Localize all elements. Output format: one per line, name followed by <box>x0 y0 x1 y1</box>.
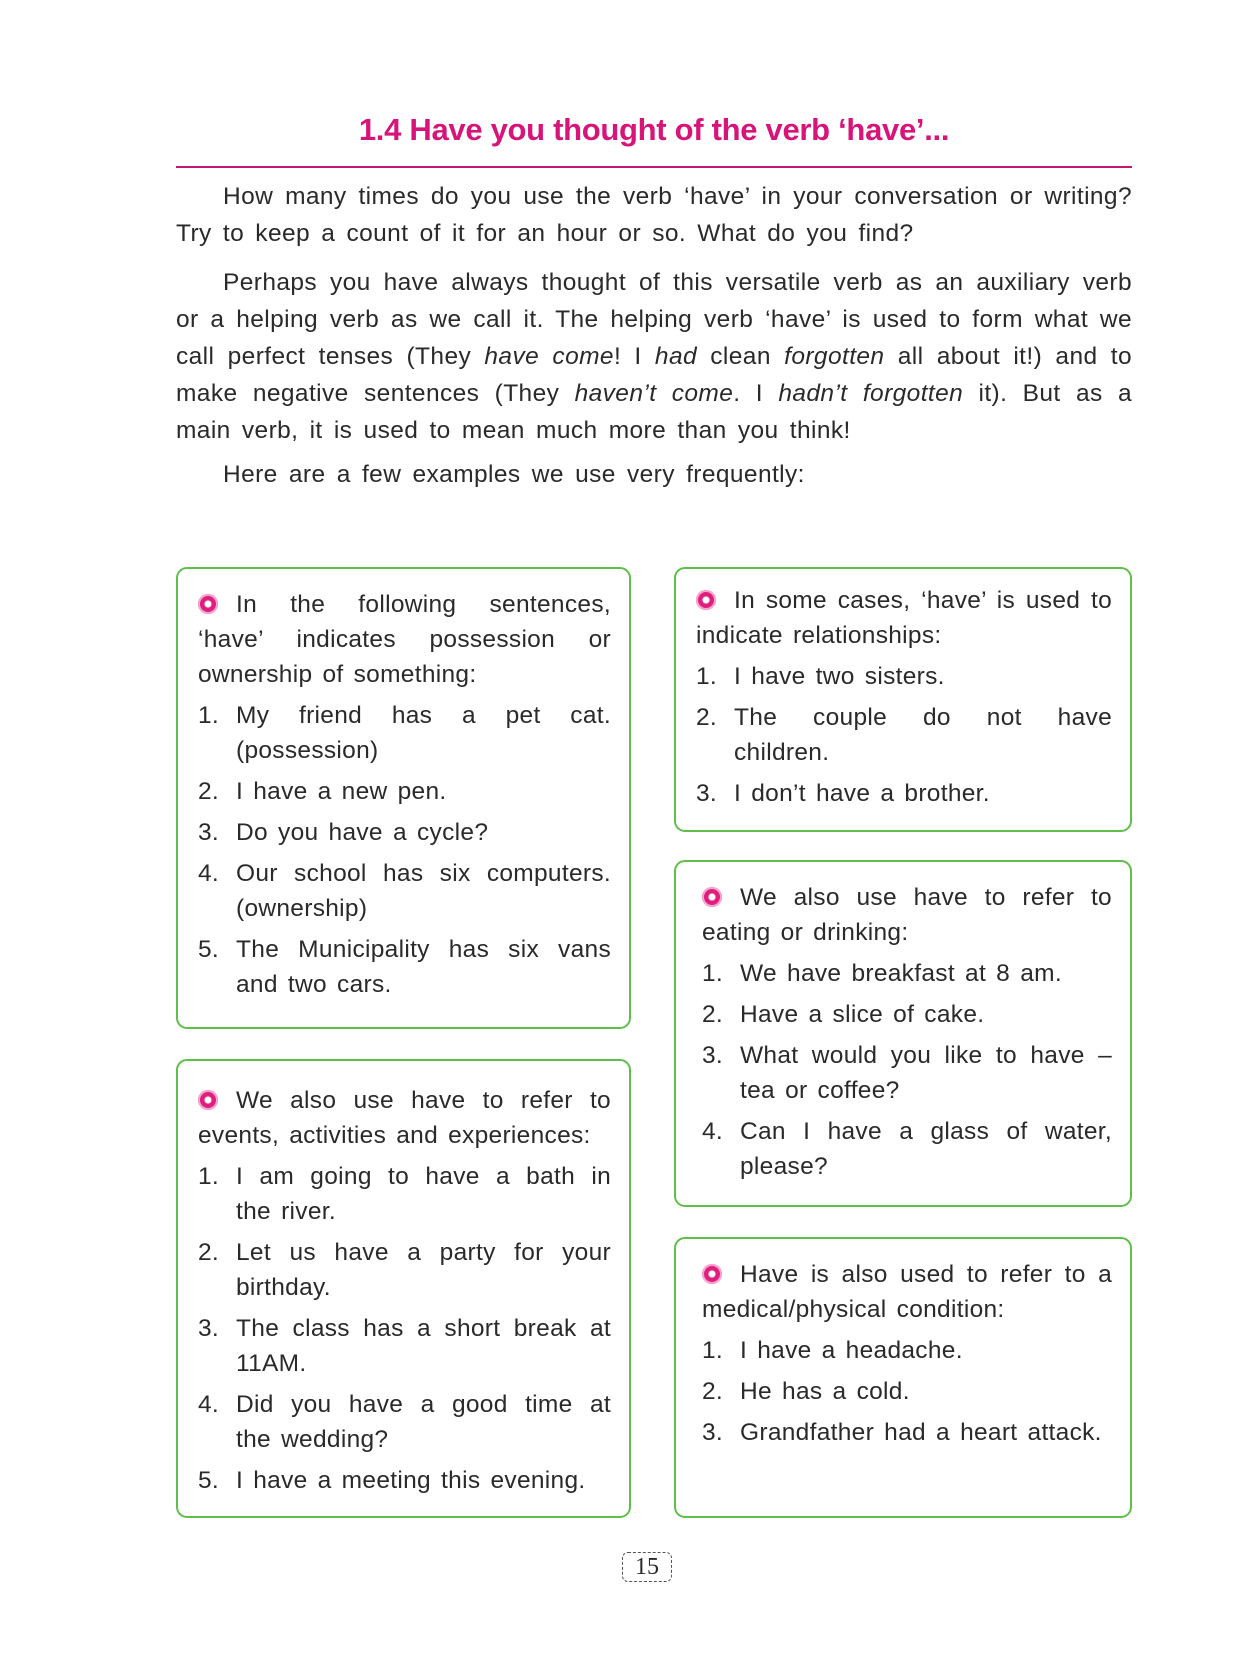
item-number: 1. <box>696 663 718 690</box>
p2-text: all about it!) and to make negative sentences (They <box>176 343 1133 407</box>
box-intro <box>702 1257 1112 1327</box>
list-item <box>198 1235 611 1305</box>
flower-bullet-icon <box>198 1090 218 1110</box>
paragraph-examples-lead: Here are a few examples we use very frequently: <box>223 461 805 488</box>
box-intro-text: In the following sentences, ‘have’ indicates possession or ownership of something: <box>198 591 611 688</box>
list-item <box>702 1415 1112 1450</box>
p2-text: it). But as a main verb, it is used to mean much more than you think! <box>176 380 1133 444</box>
list-item <box>696 700 1112 770</box>
box-possession <box>176 567 631 1029</box>
paragraph-intro: How many times do you use the verb ‘have’ in your conversation or writing? Try to keep a count of it for an hour or so. What do you find? <box>176 183 1132 247</box>
list-item <box>198 932 611 1002</box>
item-text: I have a meeting this evening. <box>236 1467 586 1494</box>
list-item <box>198 774 611 809</box>
item-number: 2. <box>696 704 718 731</box>
list-item <box>702 1114 1112 1184</box>
item-text: I have two sisters. <box>734 663 945 690</box>
item-text: Grandfather had a heart attack. <box>740 1419 1102 1446</box>
list-item <box>696 659 1112 694</box>
item-number: 3. <box>198 819 220 846</box>
list-item <box>702 1038 1112 1108</box>
box-eating <box>674 860 1132 1207</box>
p2-example: forgotten <box>784 343 885 370</box>
p2-text: . I <box>733 380 779 407</box>
item-text: My friend has a pet cat. (possession) <box>236 702 611 764</box>
item-number: 3. <box>198 1315 220 1342</box>
list-item <box>198 1387 611 1457</box>
list-item <box>198 1463 611 1498</box>
list-item <box>198 698 611 768</box>
item-text: I am going to have a bath in the river. <box>236 1163 611 1225</box>
p2-text: ! I <box>613 343 655 370</box>
list-item <box>702 956 1112 991</box>
item-text: The class has a short break at 11AM. <box>236 1315 611 1377</box>
item-number: 1. <box>198 1163 220 1190</box>
p2-text: clean <box>697 343 785 370</box>
box-intro <box>702 880 1112 950</box>
item-text: Our school has six computers. (ownership) <box>236 860 611 922</box>
item-number: 4. <box>198 1391 220 1418</box>
box-intro <box>198 1083 611 1153</box>
list-item <box>198 1311 611 1381</box>
item-text: Did you have a good time at the wedding? <box>236 1391 611 1453</box>
box-intro-text: We also use have to refer to events, activities and experiences: <box>198 1087 611 1149</box>
item-number: 2. <box>198 1239 220 1266</box>
box-intro-text: In some cases, ‘have’ is used to indicate relationships: <box>696 587 1112 649</box>
item-text: The couple do not have children. <box>734 704 1112 766</box>
box-intro <box>198 587 611 692</box>
example-list <box>702 956 1112 1184</box>
item-number: 1. <box>198 702 220 729</box>
item-number: 3. <box>702 1042 724 1069</box>
example-list <box>198 698 611 1002</box>
item-text: Can I have a glass of water, please? <box>740 1118 1112 1180</box>
section-title: 1.4 Have you thought of the verb ‘have’... <box>358 112 950 147</box>
item-number: 4. <box>198 860 220 887</box>
box-intro-text: We also use have to refer to eating or drinking: <box>702 884 1112 946</box>
example-list <box>198 1159 611 1498</box>
flower-bullet-icon <box>696 590 716 610</box>
list-item <box>198 1159 611 1229</box>
list-item <box>198 815 611 850</box>
example-list <box>696 659 1112 811</box>
item-number: 5. <box>198 1467 220 1494</box>
item-text: We have breakfast at 8 am. <box>740 960 1062 987</box>
item-text: I have a headache. <box>740 1337 963 1364</box>
item-number: 3. <box>702 1419 724 1446</box>
title-rule <box>176 166 1132 168</box>
item-number: 4. <box>702 1118 724 1145</box>
example-list <box>702 1333 1112 1450</box>
p2-example: have come <box>484 343 614 370</box>
item-number: 1. <box>702 960 724 987</box>
flower-bullet-icon <box>198 594 218 614</box>
item-text: I don’t have a brother. <box>734 780 990 807</box>
item-text: Let us have a party for your birthday. <box>236 1239 611 1301</box>
item-number: 2. <box>702 1001 724 1028</box>
list-item <box>702 1374 1112 1409</box>
box-medical <box>674 1237 1132 1518</box>
paragraph-helping-verb <box>176 264 1132 449</box>
flower-bullet-icon <box>702 1264 722 1284</box>
list-item <box>198 856 611 926</box>
item-number: 2. <box>198 778 220 805</box>
page-number: 15 <box>622 1552 672 1582</box>
item-number: 1. <box>702 1337 724 1364</box>
item-number: 2. <box>702 1378 724 1405</box>
box-relationships <box>674 567 1132 832</box>
p2-example: had <box>654 343 697 370</box>
flower-bullet-icon <box>702 887 722 907</box>
box-intro-text: Have is also used to refer to a medical/physical condition: <box>702 1261 1112 1323</box>
box-intro <box>696 583 1112 653</box>
list-item <box>696 776 1112 811</box>
item-text: Do you have a cycle? <box>236 819 489 846</box>
list-item <box>702 997 1112 1032</box>
item-text: He has a cold. <box>740 1378 910 1405</box>
p2-example: hadn’t forgotten <box>778 380 964 407</box>
p2-example: haven’t come <box>574 380 734 407</box>
item-number: 3. <box>696 780 718 807</box>
item-text: Have a slice of cake. <box>740 1001 985 1028</box>
list-item <box>702 1333 1112 1368</box>
item-text: What would you like to have – tea or coffee? <box>740 1042 1112 1104</box>
item-text: The Municipality has six vans and two cars. <box>236 936 611 998</box>
item-text: I have a new pen. <box>236 778 447 805</box>
p2-text: Perhaps you have always thought of this versatile verb as an auxiliary verb or a helping verb as we call it. The helping verb ‘have’ is used to form what we call perfect tenses (They <box>176 269 1132 370</box>
box-events <box>176 1059 631 1518</box>
item-number: 5. <box>198 936 220 963</box>
